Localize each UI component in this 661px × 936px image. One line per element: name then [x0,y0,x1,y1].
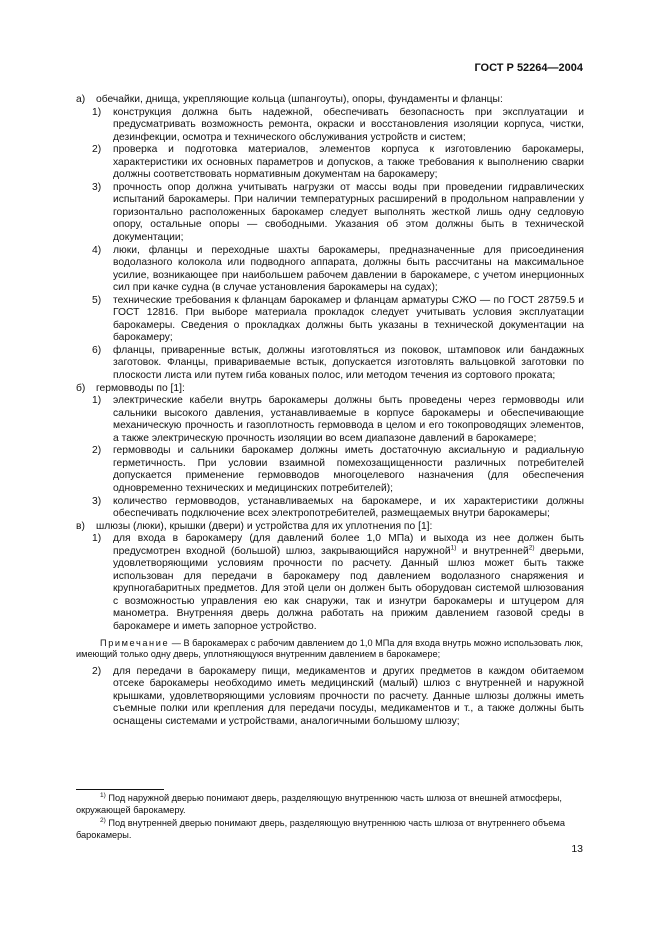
main-content [76,94,584,728]
section-a [76,94,584,107]
list-item [76,345,584,383]
item-text: фланцы, приваренные встык, должны изготовляться из поковок, штамповок или бандажных заготовок. Фланцы, привариваемые встык, допускается изготовлять вальцовкой заготовки по плоскости листа или путем гиба кованых полос, или методом течения из сортового проката; [113,344,584,382]
section-heading: обечайки, днища, укрепляющие кольца (шпангоуты), опоры, фундаменты и фланцы: [96,94,503,105]
footnote-divider [76,789,164,790]
list-item [76,107,584,145]
section-b [76,383,584,396]
footnote-marker: 1) [100,791,106,799]
item-marker: 1) [92,395,102,407]
item-text: люки, фланцы и переходные шахты барокамеры, предназначенные для присоединения водолазного колокола или подводного аппарата, должны быть рассчитаны на максимальное усилие, возникающее при наибольшем рабочем давлении в барокамере, с учетом инерционных сил при качке судна (в случае установления барокамеры на судах); [113,244,584,294]
item-marker: 4) [92,244,102,256]
document-code-header: ГОСТ Р 52264—2004 [474,62,583,74]
item-text: проверка и подготовка материалов, элементов корпуса к изготовлению барокамеры, характеристики их основных параметров и допусков, а также требования к выполнению сварки должны соответствовать нормативным документам на барокамеру; [113,144,584,181]
list-item [76,533,584,633]
item-text: для входа в барокамеру (для давлений более 1,0 МПа) и выхода из нее должен быть предусмотрен входной (большой) шлюз, закрывающийся наружной [113,533,584,557]
page-number: 13 [571,843,583,855]
section-marker: в) [76,520,85,532]
note-block [76,638,584,661]
list-item [76,295,584,345]
item-text: дверьми, удовлетворяющими условиям прочности по расчету. Данный шлюз может быть также использован для передачи в барокамеру под давлением водолазного снаряжения и крупногабаритных предметов. Для этой цели он должен быть оборудован системой шлюзования с возможностью управления ею как снаружи, так и изнутри барокамеры и штуцером для манометра. Внутренняя дверь должна работать на прижим давлением газовой среды в барокамере и иметь запорное устройство. [113,545,584,632]
list-item [76,395,584,445]
section-marker: б) [76,382,86,394]
footnote [76,793,584,816]
footnote-ref[interactable]: 2) [528,544,535,552]
footnote-text: Под наружной дверью понимают дверь, разделяющую внутреннюю часть шлюза от внешней атмосферы, окружающей барокамеру. [76,793,562,815]
item-text: электрические кабели внутрь барокамеры должны быть проведены через гермовводы или сальники высокого давления, устанавливаемые в корпусе барокамеры и обеспечивающие механическую прочность и газоплотность гермоввода в целом и его токопроводящих элементов, а также электрическую прочность изоляции во всем диапазоне давлений в барокамере; [113,395,584,444]
item-marker: 6) [92,344,102,356]
section-v [76,521,584,534]
item-marker: 2) [92,445,102,457]
list-item [76,182,584,245]
item-marker: 3) [92,495,102,507]
footnote-marker: 2) [100,816,106,824]
list-item [76,144,584,182]
item-text: количество гермовводов, устанавливаемых на барокамере, и их характеристики должны обеспечивать подключение всех электропотребителей, размещаемых внутри барокамеры; [113,495,584,520]
item-marker: 2) [92,144,102,156]
list-item [76,666,584,729]
list-item [76,496,584,521]
item-text: технические требования к фланцам барокамер и фланцам арматуры СЖО — по ГОСТ 28759.5 и ГОСТ 12816. При выборе материала прокладок следует учитывать условия эксплуатации барокамеры. Сведения о прокладках должны быть указаны в технической документации на барокамеру; [113,294,584,344]
item-text: и внутренней [456,545,529,557]
list-item [76,445,584,495]
item-marker: 5) [92,294,102,306]
footnotes [76,793,584,843]
item-text: для передачи в барокамеру пищи, медикаментов и других предметов в каждом обитаемом отсеке барокамеры необходимо иметь медицинский (малый) шлюз с внутренней и наружной крышками, удовлетворяющими условиям прочности по расчету. Данные шлюзы должны иметь съемные полки или крепления для передачи посуды, медикаментов и т., а также должны быть оснащены системами и устройствами, аналогичными большому шлюзу; [113,665,584,727]
list-item [76,245,584,295]
section-heading: шлюзы (люки), крышки (двери) и устройства для их уплотнения по [1]: [96,520,433,532]
item-marker: 1) [92,533,102,545]
footnote-text: Под внутренней дверью понимают дверь, разделяющую внутреннюю часть шлюза от внутреннего объема барокамеры. [76,818,565,840]
note-label: Примечание [100,637,170,648]
item-marker: 2) [92,665,102,677]
section-heading: гермовводы по [1]: [96,382,185,394]
footnote-ref[interactable]: 1) [450,544,457,552]
item-text: прочность опор должна учитывать нагрузки от массы воды при проведении гидравлических испытаний барокамеры. При наличии температурных расширений в продольном направлении у горизонтально расположенных барокамер следует выполнять жесткой лишь одну седловую опору, остальные опоры — свободными. Указания об этом должны быть в технической документации; [113,181,584,244]
note-text: — В барокамерах с рабочим давлением до 1,0 МПа для входа внутрь можно использовать люк, имеющий только одну дверь, уплотняющуюся внутренним давлением в барокамере; [76,637,584,660]
item-marker: 3) [92,181,102,193]
footnote [76,818,584,841]
item-text: конструкция должна быть надежной, обеспечивать безопасность при эксплуатации и предусматривать возможность ремонта, окраски и восстановления изоляции корпуса, чистки, дезинфекции, осмотра и технического обслуживания устройств и систем; [113,106,584,143]
item-marker: 1) [92,106,102,118]
section-marker: а) [76,94,86,105]
item-text: гермовводы и сальники барокамер должны иметь достаточную аксиальную и радиальную герметичность. При условии взаимной помехозащищенности различных потребителей допускается применение гермовводов многоцелевого назначения (для обеспечения одновременно технических и медицинских потребителей); [113,445,584,494]
